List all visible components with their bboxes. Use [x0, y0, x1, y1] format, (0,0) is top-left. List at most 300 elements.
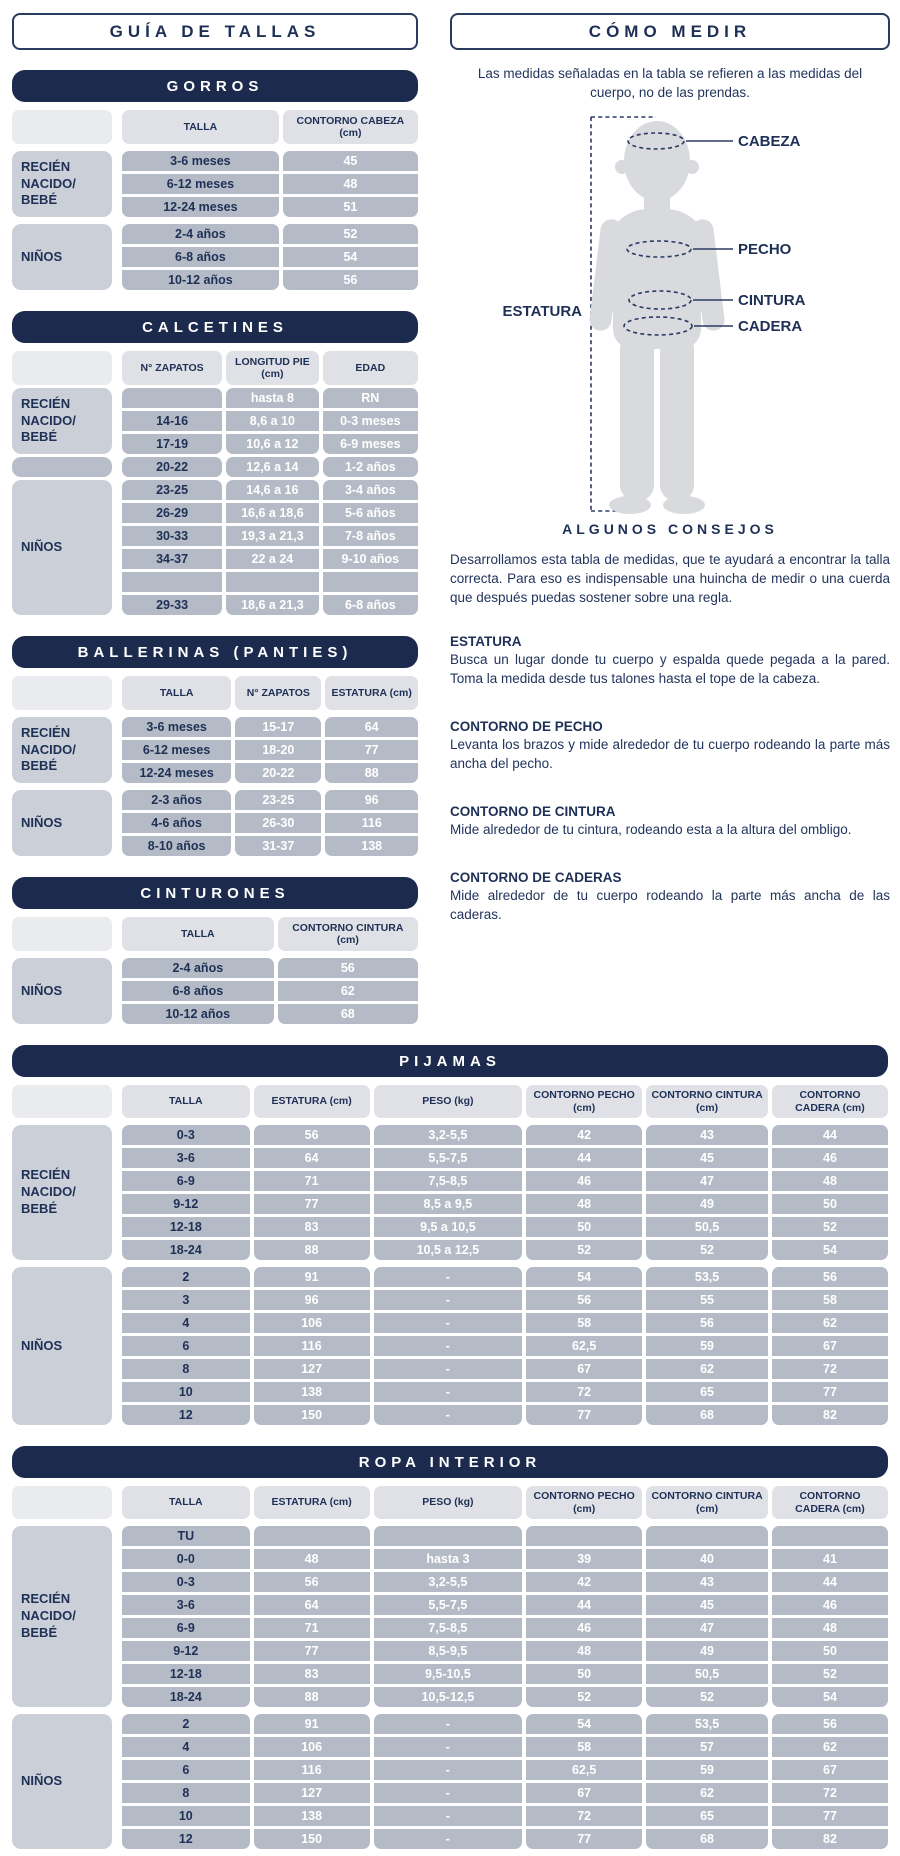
table-cell: 12-18 [122, 1664, 250, 1684]
table-cell: 14-16 [122, 411, 222, 431]
table-cell: 6-9 [122, 1171, 250, 1191]
table-cell: 44 [772, 1125, 888, 1145]
table-cell: 67 [772, 1760, 888, 1780]
table-cell: 48 [772, 1171, 888, 1191]
table-cell: 48 [254, 1549, 370, 1569]
rows-grid [122, 1125, 888, 1260]
table-cell: 56 [283, 270, 418, 290]
table-cell: 39 [526, 1549, 642, 1569]
group-label: RECIÉN NACIDO/ BEBÉ [12, 1526, 112, 1707]
table-cell: 91 [254, 1714, 370, 1734]
table-cell [122, 388, 222, 408]
tip-contorno-pecho [450, 719, 890, 774]
column-header: CONTORNO CINTURA (cm) [646, 1085, 768, 1118]
table-cell: 4 [122, 1737, 250, 1757]
table-cell: 54 [283, 247, 418, 267]
group-row [12, 388, 418, 454]
corner-chip [12, 110, 112, 144]
table-cell: 72 [526, 1382, 642, 1402]
group-label: RECIÉN NACIDO/ BEBÉ [12, 1125, 112, 1260]
table-cell: 9-10 años [323, 549, 418, 569]
ropa_interior-banner: ROPA INTERIOR [12, 1446, 888, 1478]
table-cell: 2 [122, 1714, 250, 1734]
corner-chip [12, 1085, 112, 1118]
table-cell: 0-3 [122, 1572, 250, 1592]
corner-chip [12, 1486, 112, 1519]
table-cell: 50,5 [646, 1217, 768, 1237]
table-cell: 58 [772, 1290, 888, 1310]
table-cell: 58 [526, 1313, 642, 1333]
cinturones-banner: CINTURONES [12, 877, 418, 909]
table-cell: - [374, 1829, 523, 1849]
table-cell: 6-9 meses [323, 434, 418, 454]
table-cell [226, 572, 319, 592]
table-cell: - [374, 1714, 523, 1734]
header-row [12, 351, 418, 385]
group-row [12, 1526, 888, 1707]
table-cell: 4-6 años [122, 813, 231, 833]
table-cell: 49 [646, 1194, 768, 1214]
como-medir-intro: Las medidas señaladas en la tabla se refieren a las medidas del cuerpo, no de las prendas. [477, 66, 863, 100]
cintura-label: CINTURA [738, 291, 806, 309]
table-cell: 6-9 [122, 1618, 250, 1638]
consejos-intro-text: Desarrollamos esta tabla de medidas, que te ayudará a encontrar la talla correcta. Para eso es indispensable una huincha de medir o una cuerda que después puedas sostener sobre una regla. [450, 551, 890, 605]
table-cell: 10 [122, 1382, 250, 1402]
table-cell: 46 [772, 1148, 888, 1168]
group-label: NIÑOS [12, 1267, 112, 1425]
table-cell: 52 [772, 1664, 888, 1684]
table-cell: 6-12 meses [122, 740, 231, 760]
table-cell: 50 [526, 1217, 642, 1237]
table-cell: 42 [526, 1125, 642, 1145]
table-cell: RN [323, 388, 418, 408]
tip-contorno-cintura [450, 804, 890, 840]
table-cell: - [374, 1783, 523, 1803]
table-cell: 30-33 [122, 526, 222, 546]
table-cell: 6 [122, 1760, 250, 1780]
column-header: ESTATURA (cm) [325, 676, 418, 710]
table-cell: - [374, 1267, 523, 1287]
tip-text: Levanta los brazos y mide alrededor de tu cuerpo rodeando la parte más ancha del pecho. [450, 737, 890, 772]
table-cell: 42 [526, 1572, 642, 1592]
table-cell: hasta 8 [226, 388, 319, 408]
table-cell: 12,6 a 14 [226, 457, 319, 477]
table-cell: 48 [526, 1194, 642, 1214]
table-cell: 8,6 a 10 [226, 411, 319, 431]
group-label: NIÑOS [12, 480, 112, 615]
como-medir-title: CÓMO MEDIR [450, 13, 890, 50]
table-cell: 64 [325, 717, 418, 737]
column-header: TALLA [122, 917, 274, 951]
header-row [12, 110, 418, 144]
header-grid [122, 917, 418, 951]
table-cell: 2-4 años [122, 958, 274, 978]
table-cell: 68 [646, 1829, 768, 1849]
table-cell: 67 [526, 1359, 642, 1379]
table-cell: 77 [254, 1641, 370, 1661]
table-cell: 45 [646, 1148, 768, 1168]
table-cell: 6-8 años [122, 981, 274, 1001]
table-cell: - [374, 1313, 523, 1333]
table-cell: 127 [254, 1783, 370, 1803]
rows-grid [122, 790, 418, 856]
header-row [12, 1085, 888, 1118]
table-cell: 6 [122, 1336, 250, 1356]
table-cell: 12-18 [122, 1217, 250, 1237]
pecho-label: PECHO [738, 240, 792, 258]
table-cell: 47 [646, 1171, 768, 1191]
calcetines-table [12, 311, 418, 615]
table-cell: 8 [122, 1783, 250, 1803]
table-cell: 7-8 años [323, 526, 418, 546]
table-cell: 71 [254, 1618, 370, 1638]
top-two-column-area [12, 13, 888, 1024]
table-cell: 0-0 [122, 1549, 250, 1569]
table-cell: 82 [772, 1405, 888, 1425]
column-header: ESTATURA (cm) [254, 1486, 370, 1519]
group-row [12, 958, 418, 1024]
table-cell: 67 [772, 1336, 888, 1356]
group-row [12, 1267, 888, 1425]
table-cell: 50 [772, 1194, 888, 1214]
rows-grid [122, 1526, 888, 1707]
column-header: N° ZAPATOS [122, 351, 222, 385]
table-cell: 53,5 [646, 1267, 768, 1287]
table-cell: 62 [278, 981, 418, 1001]
table-cell: 6-12 meses [122, 174, 279, 194]
table-cell: 5-6 años [323, 503, 418, 523]
table-cell: 44 [526, 1595, 642, 1615]
table-cell: 46 [526, 1618, 642, 1638]
column-header: CONTORNO PECHO (cm) [526, 1085, 642, 1118]
table-cell: 26-29 [122, 503, 222, 523]
table-cell: 3 [122, 1290, 250, 1310]
table-cell: 15-17 [235, 717, 321, 737]
table-cell: 12 [122, 1405, 250, 1425]
guia-de-tallas-title: GUÍA DE TALLAS [12, 13, 418, 50]
table-cell: 138 [254, 1806, 370, 1826]
table-cell: 67 [526, 1783, 642, 1803]
table-cell: 20-22 [122, 457, 222, 477]
table-cell: 34-37 [122, 549, 222, 569]
table-cell: 62 [772, 1313, 888, 1333]
table-cell: - [374, 1382, 523, 1402]
table-cell: 54 [526, 1714, 642, 1734]
table-cell: 46 [526, 1171, 642, 1191]
column-header: CONTORNO CINTURA (cm) [278, 917, 418, 951]
table-cell: 3,2-5,5 [374, 1125, 523, 1145]
table-cell: 56 [254, 1125, 370, 1145]
table-cell: 116 [254, 1760, 370, 1780]
tip-text: Busca un lugar donde tu cuerpo y espalda quede pegada a la pared. Toma la medida desde tus talones hasta el tope de la cabeza. [450, 652, 890, 687]
column-header: CONTORNO CADERA (cm) [772, 1085, 888, 1118]
table-cell: 44 [526, 1148, 642, 1168]
table-cell: 138 [254, 1382, 370, 1402]
table-cell: 77 [526, 1829, 642, 1849]
estatura-label: ESTATURA [502, 302, 582, 320]
column-header: CONTORNO CABEZA (cm) [283, 110, 418, 144]
table-cell: 62 [646, 1359, 768, 1379]
table-cell: 116 [325, 813, 418, 833]
header-grid [122, 351, 418, 385]
table-cell: 68 [646, 1405, 768, 1425]
table-cell: 52 [646, 1240, 768, 1260]
table-cell: 2 [122, 1267, 250, 1287]
table-cell: 83 [254, 1664, 370, 1684]
table-cell: 57 [646, 1737, 768, 1757]
table-cell: 23-25 [235, 790, 321, 810]
table-cell: 19,3 a 21,3 [226, 526, 319, 546]
rows-grid [122, 1267, 888, 1425]
table-cell: 77 [254, 1194, 370, 1214]
table-cell: - [374, 1806, 523, 1826]
table-cell: 0-3 [122, 1125, 250, 1145]
header-row [12, 917, 418, 951]
group-row [12, 151, 418, 217]
table-cell: 2-4 años [122, 224, 279, 244]
table-cell: 48 [283, 174, 418, 194]
tip-heading: ESTATURA [450, 634, 522, 650]
tip-text: Mide alrededor de tu cintura, rodeando esta a la altura del ombligo. [450, 822, 852, 838]
algunos-consejos-heading: ALGUNOS CONSEJOS [562, 520, 778, 537]
table-cell: 88 [325, 763, 418, 783]
table-cell: 49 [646, 1641, 768, 1661]
table-cell: 6-8 años [323, 595, 418, 615]
table-cell: 44 [772, 1572, 888, 1592]
column-header: ESTATURA (cm) [254, 1085, 370, 1118]
tip-text: Mide alrededor de tu cuerpo rodeando la parte más ancha de las caderas. [450, 887, 890, 922]
table-cell: 10-12 años [122, 1004, 274, 1024]
table-cell: 65 [646, 1382, 768, 1402]
column-header: CONTORNO CINTURA (cm) [646, 1486, 768, 1519]
rows-grid [122, 480, 418, 615]
table-cell: 2-3 años [122, 790, 231, 810]
column-header: EDAD [323, 351, 418, 385]
table-cell: 8,5 a 9,5 [374, 1194, 523, 1214]
group-label: RECIÉN NACIDO/ BEBÉ [12, 717, 112, 783]
column-header: TALLA [122, 110, 279, 144]
table-cell: 54 [772, 1687, 888, 1707]
table-cell: 3-6 meses [122, 151, 279, 171]
table-cell: 23-25 [122, 480, 222, 500]
table-cell: 43 [646, 1572, 768, 1592]
table-cell: 88 [254, 1687, 370, 1707]
rows-grid [122, 717, 418, 783]
pijamas-table [12, 1045, 888, 1425]
table-cell [254, 1526, 370, 1546]
cadera-label: CADERA [738, 317, 803, 335]
tables-column [12, 13, 418, 1024]
column-header: CONTORNO PECHO (cm) [526, 1486, 642, 1519]
group-label: RECIÉN NACIDO/ BEBÉ [12, 388, 112, 454]
table-cell: 106 [254, 1313, 370, 1333]
group-label: NIÑOS [12, 790, 112, 856]
table-cell: 65 [646, 1806, 768, 1826]
table-cell: TU [122, 1526, 250, 1546]
table-cell: 10,6 a 12 [226, 434, 319, 454]
rows-grid [122, 224, 418, 290]
column-header: PESO (kg) [374, 1085, 523, 1118]
table-cell [323, 572, 418, 592]
table-cell: 77 [772, 1806, 888, 1826]
table-cell: 18-24 [122, 1687, 250, 1707]
table-cell: 10-12 años [122, 270, 279, 290]
table-cell: 18,6 a 21,3 [226, 595, 319, 615]
table-cell: 62 [646, 1783, 768, 1803]
table-cell: 5,5-7,5 [374, 1595, 523, 1615]
table-cell: 1-2 años [323, 457, 418, 477]
group-row [12, 480, 418, 615]
group-row [12, 1125, 888, 1260]
table-cell: 17-19 [122, 434, 222, 454]
table-cell: 52 [526, 1687, 642, 1707]
table-cell: 52 [526, 1240, 642, 1260]
tip-estatura [450, 634, 890, 689]
table-cell: 62,5 [526, 1760, 642, 1780]
table-cell: 50 [772, 1641, 888, 1661]
table-cell: 51 [283, 197, 418, 217]
rows-grid [122, 388, 418, 454]
table-cell: 8,5-9,5 [374, 1641, 523, 1661]
cabeza-label: CABEZA [738, 132, 801, 150]
table-cell: 6-8 años [122, 247, 279, 267]
table-cell: 12-24 meses [122, 197, 279, 217]
table-cell: 116 [254, 1336, 370, 1356]
table-cell: 64 [254, 1148, 370, 1168]
table-cell: 62,5 [526, 1336, 642, 1356]
table-cell: 12-24 meses [122, 763, 231, 783]
tip-heading: CONTORNO DE CADERAS [450, 869, 622, 885]
table-cell: 138 [325, 836, 418, 856]
rows-grid [122, 958, 418, 1024]
table-cell: 22 a 24 [226, 549, 319, 569]
table-cell: 68 [278, 1004, 418, 1024]
table-cell [374, 1526, 523, 1546]
ballerinas-table [12, 636, 418, 856]
corner-chip [12, 917, 112, 951]
table-cell: 96 [254, 1290, 370, 1310]
pijamas-banner: PIJAMAS [12, 1045, 888, 1077]
header-row [12, 1486, 888, 1519]
column-header: PESO (kg) [374, 1486, 523, 1519]
table-cell [526, 1526, 642, 1546]
table-cell: 88 [254, 1240, 370, 1260]
ballerinas-banner: BALLERINAS (PANTIES) [12, 636, 418, 668]
column-header: TALLA [122, 1085, 250, 1118]
table-cell: - [374, 1737, 523, 1757]
table-cell: 4 [122, 1313, 250, 1333]
table-cell: 9-12 [122, 1194, 250, 1214]
table-cell: 55 [646, 1290, 768, 1310]
table-cell: 56 [526, 1290, 642, 1310]
table-cell: hasta 3 [374, 1549, 523, 1569]
table-cell: 45 [283, 151, 418, 171]
table-cell: 18-24 [122, 1240, 250, 1260]
table-cell: 3-6 [122, 1595, 250, 1615]
table-cell: 50,5 [646, 1664, 768, 1684]
table-cell: 40 [646, 1549, 768, 1569]
gorros-table [12, 70, 418, 290]
table-cell: 9,5 a 10,5 [374, 1217, 523, 1237]
table-cell: 106 [254, 1737, 370, 1757]
table-cell: 20-22 [235, 763, 321, 783]
tip-contorno-caderas [450, 870, 890, 925]
table-cell: 56 [278, 958, 418, 978]
group-row [12, 717, 418, 783]
table-cell: 31-37 [235, 836, 321, 856]
corner-chip [12, 351, 112, 385]
table-cell: 150 [254, 1405, 370, 1425]
tip-heading: CONTORNO DE PECHO [450, 719, 603, 735]
rows-grid [122, 1714, 888, 1849]
group-row [12, 1714, 888, 1849]
table-cell: 62 [772, 1737, 888, 1757]
table-cell: 29-33 [122, 595, 222, 615]
group-row [12, 224, 418, 290]
table-cell: 48 [772, 1618, 888, 1638]
gorros-banner: GORROS [12, 70, 418, 102]
table-cell: 26-30 [235, 813, 321, 833]
table-cell: 77 [526, 1405, 642, 1425]
group-row [12, 790, 418, 856]
table-cell: - [374, 1760, 523, 1780]
ropa-interior-table [12, 1446, 888, 1849]
group-label: NIÑOS [12, 1714, 112, 1849]
table-cell [122, 572, 222, 592]
table-cell: 9,5-10,5 [374, 1664, 523, 1684]
corner-chip [12, 676, 112, 710]
table-cell: 54 [772, 1240, 888, 1260]
table-cell [772, 1526, 888, 1546]
table-cell: 56 [646, 1313, 768, 1333]
column-header: LONGITUD PIE (cm) [226, 351, 319, 385]
table-cell: 53,5 [646, 1714, 768, 1734]
table-cell: 52 [283, 224, 418, 244]
table-cell: 0-3 meses [323, 411, 418, 431]
table-cell: 10,5-12,5 [374, 1687, 523, 1707]
column-header: TALLA [122, 676, 231, 710]
header-grid [122, 110, 418, 144]
table-cell: 3-4 años [323, 480, 418, 500]
table-cell: - [374, 1336, 523, 1356]
table-cell: 7,5-8,5 [374, 1618, 523, 1638]
table-cell: 5,5-7,5 [374, 1148, 523, 1168]
table-cell: 56 [772, 1714, 888, 1734]
body-measurement-diagram [450, 109, 890, 519]
table-cell: - [374, 1359, 523, 1379]
table-cell: 59 [646, 1760, 768, 1780]
table-cell: 3,2-5,5 [374, 1572, 523, 1592]
column-header: TALLA [122, 1486, 250, 1519]
table-cell: 72 [772, 1783, 888, 1803]
column-header: N° ZAPATOS [235, 676, 321, 710]
calcetines-banner: CALCETINES [12, 311, 418, 343]
table-cell: 64 [254, 1595, 370, 1615]
header-grid [122, 1486, 888, 1519]
table-cell: 47 [646, 1618, 768, 1638]
rows-grid [122, 151, 418, 217]
table-cell: 83 [254, 1217, 370, 1237]
table-cell: 45 [646, 1595, 768, 1615]
rows-grid [122, 457, 418, 477]
column-header: CONTORNO CADERA (cm) [772, 1486, 888, 1519]
table-cell: 41 [772, 1549, 888, 1569]
table-cell: 127 [254, 1359, 370, 1379]
table-cell: 71 [254, 1171, 370, 1191]
table-cell: 58 [526, 1737, 642, 1757]
table-cell [646, 1526, 768, 1546]
table-cell: 77 [772, 1382, 888, 1402]
